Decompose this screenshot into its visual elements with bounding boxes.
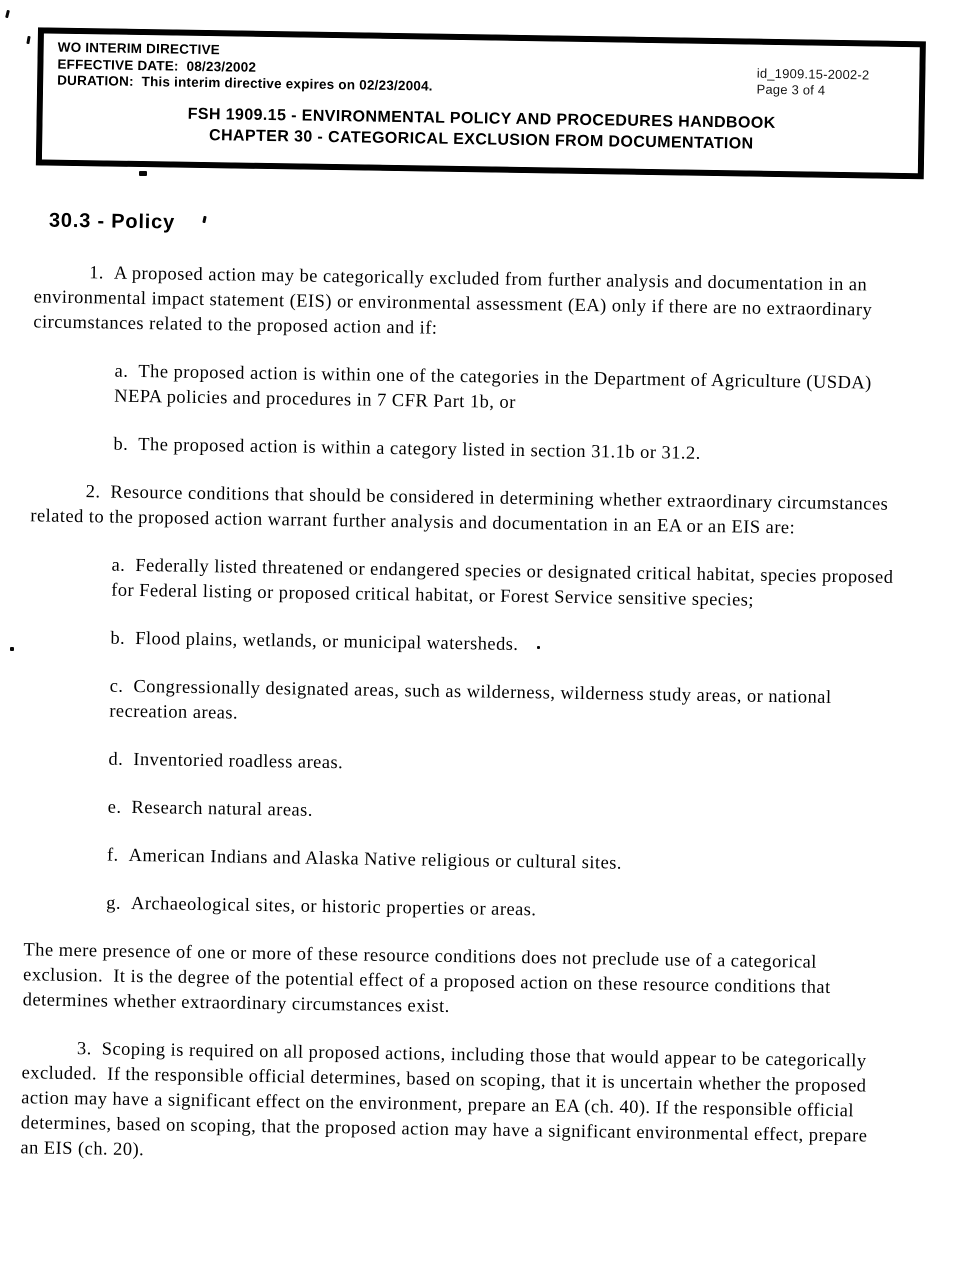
- paragraph-1b: [113, 433, 899, 470]
- directive-header-box: [36, 27, 926, 179]
- item-marker: a.: [114, 361, 129, 382]
- paragraph-text: Resource conditions that should be considered in determining whether extraordinary circumstances related to the proposed action warrant further analysis and documentation in an EA or an EIS are:: [30, 482, 894, 539]
- paragraph-text: Scoping is required on all proposed actions, including those that would appear to be categorically excluded. If the responsible official determines, based on scoping, that it is uncertain whether the proposed action may have a significant effect on the environment, prepare an EA (ch. 40). If the responsible official determines, based on scoping, that the proposed action may have a significant environmental effect, prepare an EIS (ch. 20).: [20, 1039, 873, 1161]
- handbook-title-line1: FSH 1909.15 - ENVIRONMENTAL POLICY AND PROCEDURES HANDBOOK: [187, 105, 776, 132]
- item-marker: f.: [106, 845, 119, 866]
- directive-type: WO INTERIM DIRECTIVE: [57, 39, 221, 58]
- paragraph-2c: [109, 675, 896, 737]
- item-marker: b.: [110, 628, 126, 649]
- header-meta-right: [756, 66, 869, 100]
- item-marker: g.: [106, 893, 122, 914]
- paragraph-2b: [110, 627, 896, 664]
- item-marker: 1.: [88, 263, 105, 284]
- item-marker: b.: [113, 434, 129, 455]
- item-marker: 3.: [76, 1039, 92, 1060]
- paragraph-1: [33, 260, 902, 349]
- item-marker: c.: [109, 676, 124, 697]
- page-number: Page 3 of 4: [756, 81, 826, 98]
- header-meta-row: [57, 40, 908, 103]
- scanned-content: [20, 27, 908, 1198]
- item-marker: a.: [111, 555, 126, 576]
- paragraph-2g: [106, 892, 892, 929]
- paragraph-text: The proposed action is within a category listed in section 31.1b or 31.2.: [138, 434, 701, 464]
- paragraph-2: [30, 479, 899, 543]
- duration-line: DURATION: This interim directive expires on 02/23/2004.: [57, 72, 433, 94]
- item-marker: 2.: [85, 482, 101, 503]
- effective-date-line: EFFECTIVE DATE: 08/23/2002: [57, 56, 257, 75]
- paragraph-text: Flood plains, wetlands, or municipal watersheds.: [135, 628, 519, 655]
- paragraph-text: The proposed action is within one of the categories in the Department of Agriculture (USDA) NEPA policies and procedures in 7 CFR Part 1b, or: [114, 361, 877, 413]
- paragraph-text: Archaeological sites, or historic properties or areas.: [130, 893, 537, 921]
- scan-speck: [26, 36, 30, 44]
- paragraph-2d: [108, 748, 894, 785]
- handbook-title-line2: CHAPTER 30 - CATEGORICAL EXCLUSION FROM DOCUMENTATION: [208, 126, 754, 153]
- paragraph-1a: [114, 360, 901, 422]
- paragraph-3: [20, 1036, 890, 1175]
- item-marker: e.: [107, 797, 122, 818]
- paragraph-text: Congressionally designated areas, such as wilderness, wilderness study areas, or national recreation areas.: [109, 676, 837, 724]
- paragraph-text: Inventoried roadless areas.: [133, 749, 344, 774]
- paragraph-2e: [108, 796, 894, 833]
- paragraph-2a: [111, 554, 898, 616]
- scan-speck: [10, 647, 14, 651]
- handbook-title: [56, 101, 907, 156]
- paragraph-2f: [107, 844, 893, 881]
- paragraph-text: Research natural areas.: [131, 797, 314, 821]
- scan-speck: [5, 10, 10, 18]
- paragraph-text: A proposed action may be categorically excluded from further analysis and documentation in an environmental impact statement (EIS) or environmental assessment (EA) only if there are no extraordinary circumstances related to the proposed action and if:: [33, 263, 878, 339]
- item-marker: d.: [108, 749, 124, 770]
- paragraph-2-note: [23, 938, 892, 1027]
- section-heading: 30.3 - Policy: [48, 209, 176, 234]
- paragraph-text: The mere presence of one or more of these resource conditions does not preclude use of a categorical exclusion. It is the degree of the potential effect of a proposed action on these resource conditions that determines whether extraordinary circumstances exist.: [22, 940, 836, 1017]
- document-id: id_1909.15-2002-2: [756, 65, 870, 83]
- paragraph-text: American Indians and Alaska Native religious or cultural sites.: [128, 845, 623, 874]
- header-meta-left: [57, 40, 433, 95]
- paragraph-text: Federally listed threatened or endangered species or designated critical habitat, species proposed for Federal listing or proposed critical habitat, or Forest Service sensitive species;: [111, 555, 899, 611]
